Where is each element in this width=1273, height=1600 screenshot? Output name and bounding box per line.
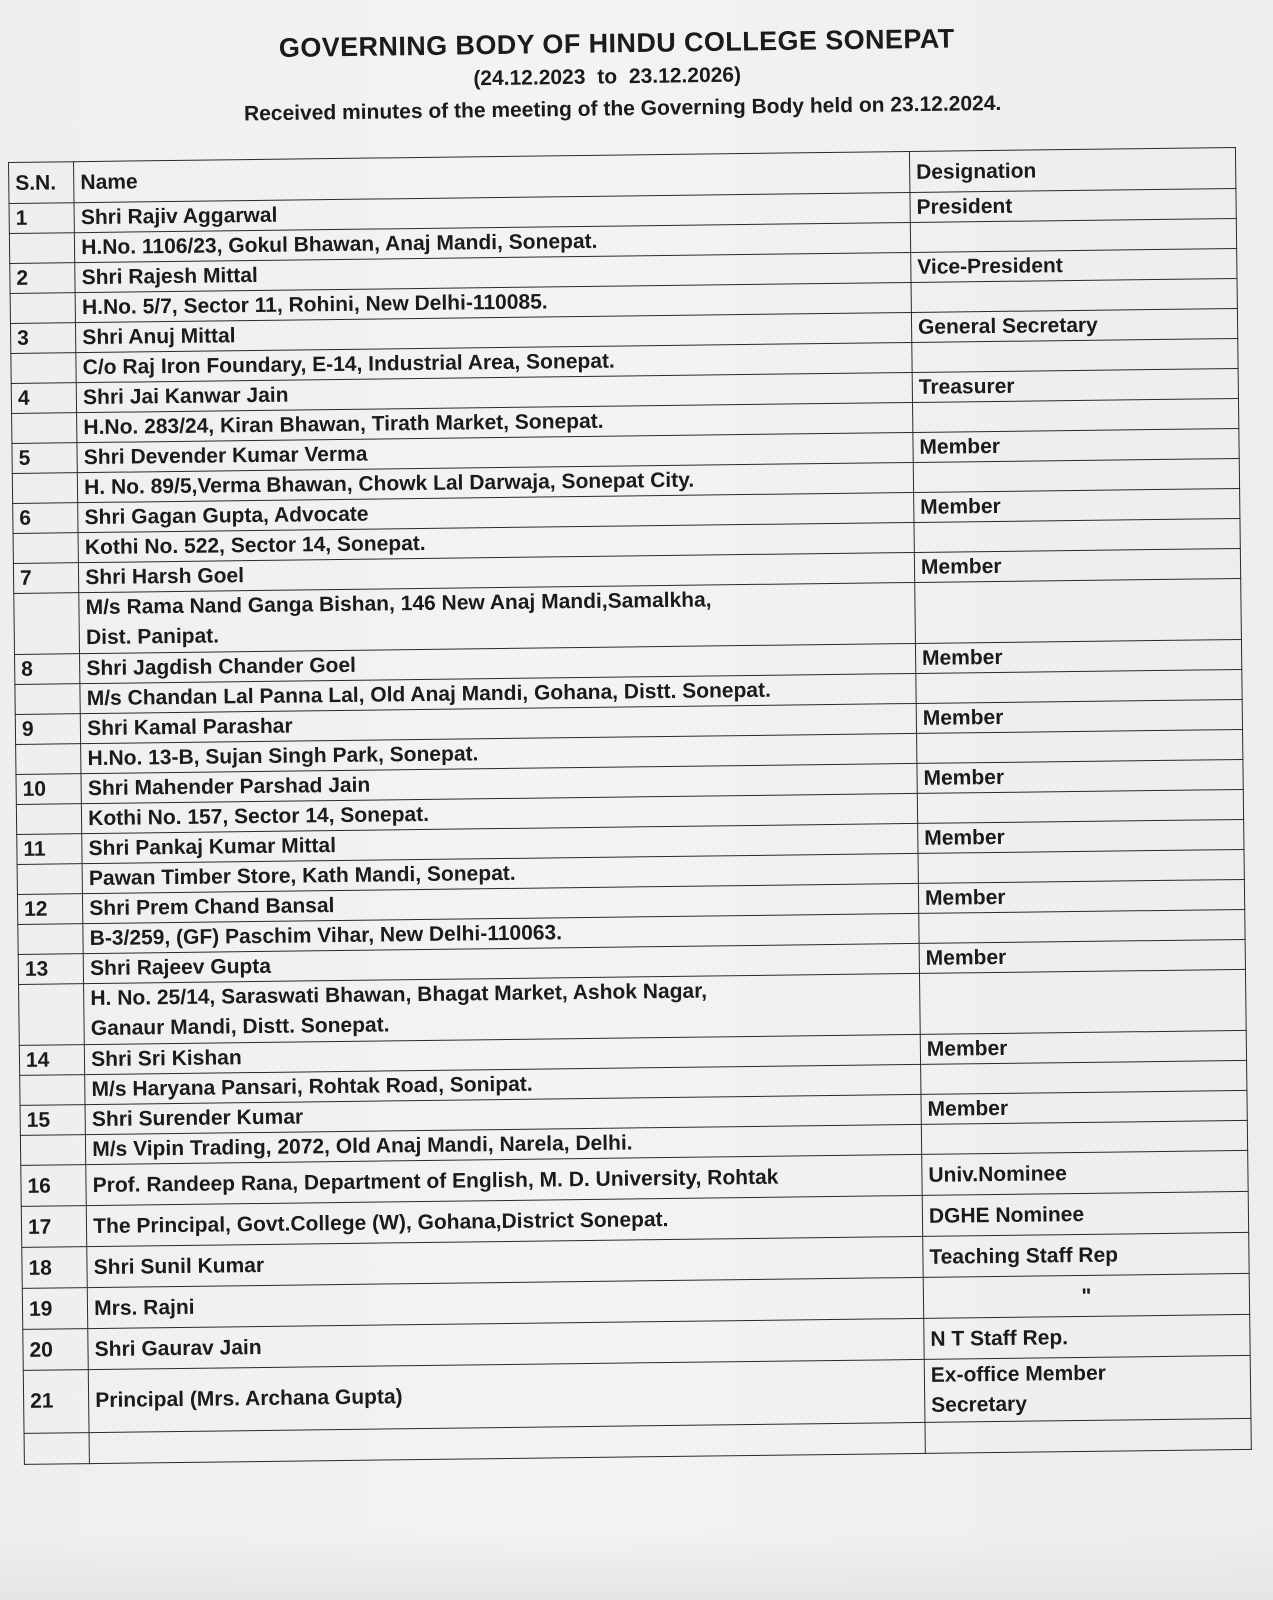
member-designation: DGHE Nominee bbox=[922, 1191, 1249, 1236]
document-header bbox=[0, 19, 1273, 130]
member-sn: 15 bbox=[20, 1105, 86, 1136]
member-designation: Member bbox=[918, 819, 1244, 853]
header-sn: S.N. bbox=[9, 162, 75, 204]
address-line-1: H.No. 1106/23, Gokul Bhawan, Anaj Mandi, Sonepat. bbox=[81, 229, 598, 260]
address-line-1: H.No. 5/7, Sector 11, Rohini, New Delhi-110085. bbox=[81, 290, 548, 320]
member-designation: N T Staff Rep. bbox=[924, 1314, 1251, 1359]
address-designation-blank bbox=[916, 669, 1242, 703]
address-designation-blank bbox=[912, 398, 1238, 432]
address-line-1: B-3/259, (GF) Paschim Vihar, New Delhi-110063. bbox=[89, 921, 563, 951]
member-name: Shri Mahender Parshad Jain bbox=[81, 763, 917, 803]
header-designation: Designation bbox=[909, 148, 1236, 193]
address-sn-blank bbox=[19, 984, 85, 1046]
member-designation: Treasurer bbox=[912, 368, 1238, 402]
member-name: Shri Sri Kishan bbox=[84, 1034, 920, 1074]
member-designation: President bbox=[910, 189, 1236, 223]
governing-body-table bbox=[8, 147, 1252, 1465]
member-name: Shri Rajiv Aggarwal bbox=[74, 192, 910, 232]
member-sn: 13 bbox=[18, 954, 84, 985]
address-designation-blank bbox=[911, 278, 1237, 312]
member-sn: 11 bbox=[17, 834, 83, 865]
address-designation-blank bbox=[916, 729, 1242, 763]
member-designation: Member bbox=[913, 428, 1239, 462]
member-sn: 4 bbox=[11, 383, 77, 414]
member-name: Shri Harsh Goel bbox=[79, 552, 915, 592]
address-sn-blank bbox=[20, 1075, 86, 1106]
member-sn: 16 bbox=[21, 1165, 87, 1207]
member-sn: 21 bbox=[23, 1370, 89, 1434]
address-line-1: C/o Raj Iron Foundary, E-14, Industrial Area, Sonepat. bbox=[82, 349, 615, 380]
address-sn-blank bbox=[9, 233, 75, 264]
term-period: (24.12.2023 to 23.12.2026) bbox=[473, 63, 742, 91]
page-shadow bbox=[0, 1530, 1273, 1600]
member-name: The Principal, Govt.College (W), Gohana,District Sonepat. bbox=[86, 1195, 922, 1246]
member-sn: 7 bbox=[13, 563, 79, 594]
member-designation: Member bbox=[914, 488, 1240, 522]
address-sn-blank bbox=[15, 684, 81, 715]
address-designation-blank bbox=[912, 338, 1238, 372]
member-name: Principal (Mrs. Archana Gupta) bbox=[88, 1359, 924, 1432]
member-sn: 18 bbox=[22, 1247, 88, 1289]
member-designation: Member bbox=[921, 1090, 1247, 1124]
member-designation: Member bbox=[920, 1030, 1246, 1064]
member-sn: 10 bbox=[16, 774, 82, 805]
member-name: Shri Rajeev Gupta bbox=[83, 943, 919, 983]
member-sn: 5 bbox=[12, 443, 78, 474]
address-line-1: H.No. 13-B, Sujan Singh Park, Sonepat. bbox=[87, 742, 479, 771]
member-address bbox=[79, 582, 915, 653]
address-line-1: Kothi No. 522, Sector 14, Sonepat. bbox=[84, 531, 426, 560]
member-name: Shri Jai Kanwar Jain bbox=[76, 372, 912, 412]
member-designation: Teaching Staff Rep bbox=[923, 1232, 1250, 1277]
address-line-1: H.No. 283/24, Kiran Bhawan, Tirath Market, Sonepat. bbox=[83, 409, 604, 440]
address-sn-blank bbox=[17, 864, 83, 895]
member-name: Shri Kamal Parashar bbox=[80, 703, 916, 743]
member-designation: Member bbox=[916, 699, 1242, 733]
address-sn-blank bbox=[12, 473, 78, 504]
member-designation: " bbox=[923, 1273, 1250, 1318]
member-sn: 19 bbox=[22, 1288, 88, 1330]
address-sn-blank bbox=[20, 1135, 86, 1166]
address-designation-blank bbox=[917, 789, 1243, 823]
address-sn-blank bbox=[18, 924, 84, 955]
member-sn: 8 bbox=[15, 654, 81, 685]
member-designation: General Secretary bbox=[911, 308, 1237, 342]
designation-line-1: Ex-office Member bbox=[930, 1361, 1106, 1387]
member-name: Shri Gagan Gupta, Advocate bbox=[78, 492, 914, 532]
member-sn: 12 bbox=[17, 894, 83, 925]
member-designation: Member bbox=[915, 639, 1241, 673]
header-name: Name bbox=[74, 151, 910, 202]
address-line-1: H. No. 89/5,Verma Bhawan, Chowk Lal Darwaja, Sonepat City. bbox=[84, 468, 695, 500]
member-name: Shri Sunil Kumar bbox=[87, 1236, 923, 1287]
member-designation bbox=[924, 1355, 1251, 1422]
member-name: Shri Prem Chand Bansal bbox=[83, 883, 919, 923]
member-sn: 2 bbox=[10, 263, 76, 294]
designation-line-2: Secretary bbox=[931, 1392, 1028, 1417]
member-sn: 6 bbox=[13, 503, 79, 534]
address-sn-blank bbox=[10, 293, 76, 324]
address-line-1: M/s Vipin Trading, 2072, Old Anaj Mandi, Narela, Delhi. bbox=[92, 1131, 633, 1162]
address-line-1: M/s Rama Nand Ganga Bishan, 146 New Anaj Mandi,Samalkha, bbox=[85, 588, 712, 620]
empty-cell bbox=[24, 1433, 90, 1465]
address-sn-blank bbox=[14, 593, 80, 655]
received-note: Received minutes of the meeting of the Governing Body held on 23.12.2024. bbox=[243, 91, 1002, 126]
address-line-2: Ganaur Mandi, Distt. Sonepat. bbox=[90, 1013, 390, 1041]
empty-cell bbox=[925, 1418, 1251, 1453]
member-name: Shri Gaurav Jain bbox=[88, 1318, 924, 1369]
address-designation-blank bbox=[918, 849, 1244, 883]
address-sn-blank bbox=[12, 413, 78, 444]
address-sn-blank bbox=[11, 353, 77, 384]
address-designation-blank bbox=[921, 1120, 1247, 1154]
member-name: Shri Rajesh Mittal bbox=[75, 252, 911, 292]
member-name: Shri Anuj Mittal bbox=[76, 312, 912, 352]
member-sn: 20 bbox=[23, 1329, 89, 1371]
address-sn-blank bbox=[13, 533, 79, 564]
member-name: Prof. Randeep Rana, Department of English, M. D. University, Rohtak bbox=[86, 1154, 922, 1205]
member-designation: Member bbox=[919, 939, 1245, 973]
member-name: Shri Devender Kumar Verma bbox=[77, 432, 913, 472]
member-address bbox=[84, 973, 920, 1044]
member-designation: Univ.Nominee bbox=[922, 1150, 1249, 1195]
member-designation: Vice-President bbox=[911, 248, 1237, 282]
address-line-1: Kothi No. 157, Sector 14, Sonepat. bbox=[88, 802, 430, 831]
address-line-2: Dist. Panipat. bbox=[85, 624, 220, 650]
member-name: Shri Pankaj Kumar Mittal bbox=[82, 823, 918, 863]
address-sn-blank bbox=[16, 804, 82, 835]
member-sn: 14 bbox=[19, 1045, 85, 1076]
address-sn-blank bbox=[16, 744, 82, 775]
address-line-1: Pawan Timber Store, Kath Mandi, Sonepat. bbox=[88, 861, 516, 891]
member-sn: 1 bbox=[9, 203, 75, 234]
address-designation-blank bbox=[915, 578, 1242, 643]
member-sn: 17 bbox=[21, 1206, 87, 1248]
address-designation-blank bbox=[913, 458, 1239, 492]
address-designation-blank bbox=[919, 909, 1245, 943]
member-designation: Member bbox=[918, 879, 1244, 913]
address-designation-blank bbox=[914, 518, 1240, 552]
address-designation-blank bbox=[919, 969, 1246, 1034]
address-line-1: M/s Haryana Pansari, Rohtak Road, Sonipat. bbox=[91, 1072, 533, 1102]
member-sn: 9 bbox=[15, 714, 81, 745]
member-designation: Member bbox=[917, 759, 1243, 793]
member-designation: Member bbox=[914, 548, 1240, 582]
address-designation-blank bbox=[921, 1060, 1247, 1094]
member-name: Shri Surender Kumar bbox=[85, 1094, 921, 1134]
member-sn: 3 bbox=[10, 323, 76, 354]
address-line-1: H. No. 25/14, Saraswati Bhawan, Bhagat Market, Ashok Nagar, bbox=[90, 979, 708, 1011]
member-name: Shri Jagdish Chander Goel bbox=[80, 643, 916, 683]
address-line-1: M/s Chandan Lal Panna Lal, Old Anaj Mandi, Gohana, Distt. Sonepat. bbox=[86, 678, 771, 711]
address-designation-blank bbox=[910, 218, 1236, 252]
document-title: GOVERNING BODY OF HINDU COLLEGE SONEPAT bbox=[278, 23, 955, 63]
member-name: Mrs. Rajni bbox=[87, 1277, 923, 1328]
